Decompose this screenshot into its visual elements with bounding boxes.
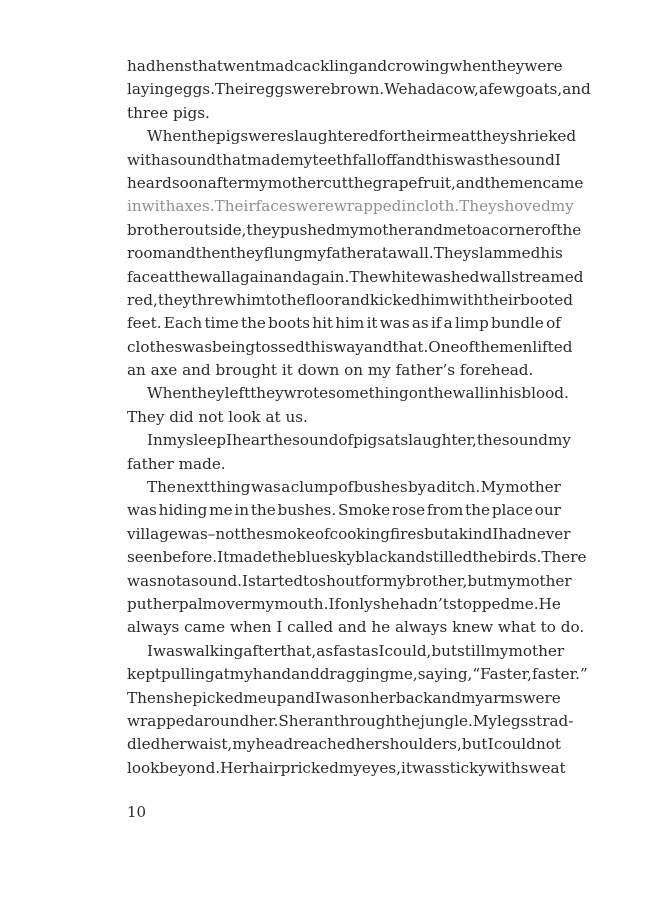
text-line: heard soon after my mother cut the grapefruit, and the men came	[127, 173, 584, 192]
text-line: was not a sound. I started to shout for my brother, but my mother	[127, 571, 572, 590]
text-line: an axe and brought it down on my father’s forehead.	[127, 361, 534, 380]
text-line: When the pigs were slaughtered for their meat they shrieked	[147, 127, 577, 146]
text-line: I was walking after that, as fast as I could, but still my mother	[147, 641, 565, 660]
text-line: always came when I called and he always knew what to do.	[127, 618, 585, 637]
text-line: seen before. It made the blue sky black and stilled the birds. There	[127, 548, 587, 567]
text-line: kept pulling at my hand and dragging me, saying, “Faster, faster.”	[127, 665, 588, 684]
text-line: Then she picked me up and I was on her back and my arms were	[127, 688, 561, 707]
text-line: village was – not the smoke of cooking fires but a kind I had never	[127, 524, 571, 543]
text-line: wrapped around her. She ran through the jungle. My legs strad-	[127, 711, 574, 730]
text-line: three pigs.	[127, 103, 210, 122]
text-line: red, they threw him to the floor and kicked him with their booted	[127, 290, 573, 309]
text-line: with a sound that made my teeth fall off and this was the sound I	[127, 150, 561, 169]
text-line: In my sleep I hear the sound of pigs at slaughter, the sound my	[147, 431, 571, 450]
text-line: feet. Each time the boots hit him it was as if a limp bundle of	[127, 314, 561, 333]
text-line: brother outside, they pushed my mother and me to a corner of the	[127, 220, 582, 239]
page-number: 10	[127, 803, 147, 821]
text-line: face at the wall again and again. The whitewashed wall streamed	[127, 267, 584, 286]
text-line: put her palm over my mouth. If only she hadn’t stopped me. He	[127, 594, 561, 613]
text-line: father made.	[127, 454, 226, 473]
body-text	[127, 55, 591, 780]
text-line: had hens that went mad cackling and crowing when they were	[127, 57, 563, 75]
text-line: dled her waist, my head reached her shoulders, but I could not	[127, 735, 561, 754]
text-line: They did not look at us.	[127, 407, 308, 426]
text-line: clothes was being tossed this way and that. One of the men lifted	[127, 337, 573, 356]
text-line: was hiding me in the bushes. Smoke rose from the place our	[127, 501, 561, 520]
text-line: When they left they wrote something on the wall in his blood.	[147, 384, 569, 403]
text-line: laying eggs. Their eggs were brown. We had a cow, a few goats, and	[127, 80, 591, 99]
text-line: room and then they flung my father at a wall. They slammed his	[127, 244, 563, 263]
text-line: The next thing was a clump of bushes by a ditch. My mother	[147, 478, 561, 497]
text-line: in with axes. Their faces were wrapped in cloth. They shoved my	[127, 197, 574, 216]
text-line: look beyond. Her hair pricked my eyes, it was sticky with sweat	[127, 758, 566, 777]
